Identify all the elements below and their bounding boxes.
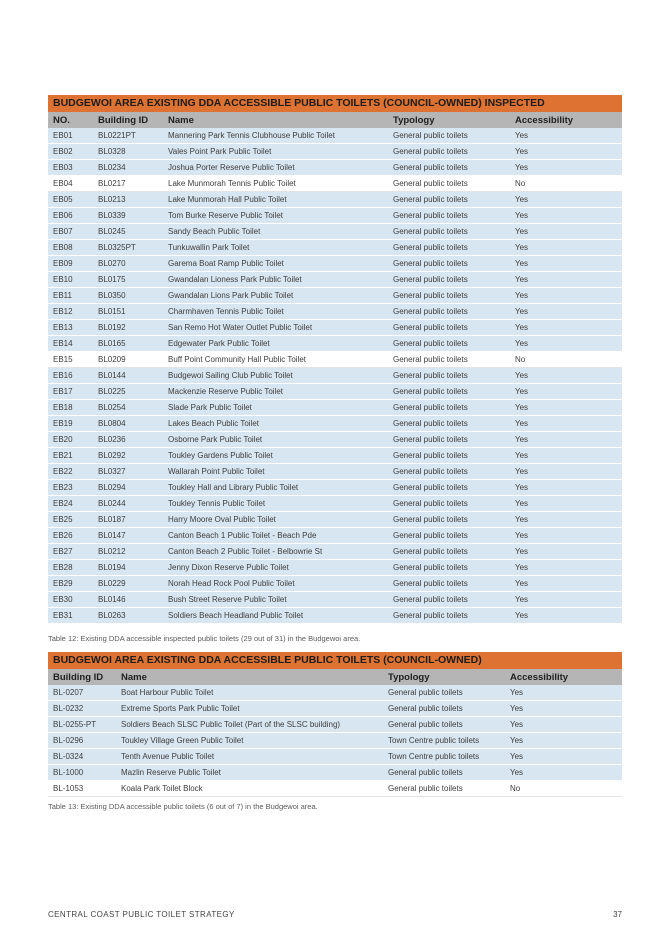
table-title: BUDGEWOI AREA EXISTING DDA ACCESSIBLE PUBLIC TOILETS (COUNCIL-OWNED) INSPECTED (48, 95, 622, 112)
cell-name: Canton Beach 1 Public Toilet - Beach Pde (163, 528, 388, 544)
cell-accessibility: Yes (510, 240, 622, 256)
cell-building-id: BL-1000 (48, 765, 116, 781)
cell-building-id: BL0144 (93, 368, 163, 384)
cell-typology: General public toilets (388, 416, 510, 432)
inspected-toilets-table (48, 112, 622, 624)
table-row (48, 528, 622, 544)
cell-typology: General public toilets (388, 160, 510, 176)
col-header-name: Name (163, 112, 388, 128)
cell-typology: General public toilets (388, 384, 510, 400)
col-header-building-id: Building ID (93, 112, 163, 128)
cell-building-id: BL0175 (93, 272, 163, 288)
cell-building-id: BL0213 (93, 192, 163, 208)
cell-accessibility: Yes (510, 288, 622, 304)
cell-accessibility: Yes (510, 208, 622, 224)
cell-accessibility: Yes (505, 701, 622, 717)
table-row (48, 160, 622, 176)
cell-accessibility: Yes (510, 528, 622, 544)
table-row (48, 272, 622, 288)
cell-typology: General public toilets (388, 304, 510, 320)
cell-accessibility: Yes (510, 432, 622, 448)
cell-no: EB26 (48, 528, 93, 544)
cell-typology: General public toilets (388, 544, 510, 560)
cell-typology: General public toilets (388, 320, 510, 336)
cell-accessibility: Yes (510, 144, 622, 160)
table-inspected-toilets (48, 95, 622, 624)
cell-no: EB09 (48, 256, 93, 272)
cell-building-id: BL0804 (93, 416, 163, 432)
cell-building-id: BL0294 (93, 480, 163, 496)
cell-typology: General public toilets (383, 685, 505, 701)
cell-building-id: BL-1053 (48, 781, 116, 797)
cell-building-id: BL0229 (93, 576, 163, 592)
cell-building-id: BL0244 (93, 496, 163, 512)
cell-name: Harry Moore Oval Public Toilet (163, 512, 388, 528)
cell-accessibility: Yes (510, 576, 622, 592)
cell-name: Joshua Porter Reserve Public Toilet (163, 160, 388, 176)
table-row (48, 336, 622, 352)
cell-typology: General public toilets (388, 240, 510, 256)
cell-typology: General public toilets (388, 432, 510, 448)
cell-no: EB31 (48, 608, 93, 624)
table-row (48, 717, 622, 733)
cell-no: EB10 (48, 272, 93, 288)
page-number: 37 (613, 910, 622, 919)
cell-building-id: BL0209 (93, 352, 163, 368)
cell-no: EB12 (48, 304, 93, 320)
cell-building-id: BL0234 (93, 160, 163, 176)
cell-name: Mannering Park Tennis Clubhouse Public Toilet (163, 128, 388, 144)
cell-no: EB19 (48, 416, 93, 432)
table-row (48, 256, 622, 272)
table-row (48, 368, 622, 384)
cell-typology: General public toilets (388, 400, 510, 416)
cell-accessibility: No (510, 352, 622, 368)
cell-building-id: BL0270 (93, 256, 163, 272)
cell-accessibility: No (510, 176, 622, 192)
cell-name: Osborne Park Public Toilet (163, 432, 388, 448)
cell-accessibility: Yes (510, 608, 622, 624)
cell-accessibility: Yes (510, 464, 622, 480)
cell-name: Mazlin Reserve Public Toilet (116, 765, 383, 781)
table-row (48, 400, 622, 416)
cell-no: EB01 (48, 128, 93, 144)
table-row (48, 749, 622, 765)
table-row (48, 320, 622, 336)
cell-name: Charmhaven Tennis Public Toilet (163, 304, 388, 320)
cell-building-id: BL0263 (93, 608, 163, 624)
table-title: BUDGEWOI AREA EXISTING DDA ACCESSIBLE PUBLIC TOILETS (COUNCIL-OWNED) (48, 652, 622, 669)
cell-accessibility: Yes (510, 272, 622, 288)
existing-toilets-table (48, 669, 622, 797)
cell-building-id: BL0254 (93, 400, 163, 416)
cell-typology: General public toilets (388, 288, 510, 304)
cell-no: EB18 (48, 400, 93, 416)
cell-name: Tenth Avenue Public Toilet (116, 749, 383, 765)
cell-name: Wallarah Point Public Toilet (163, 464, 388, 480)
cell-building-id: BL0146 (93, 592, 163, 608)
cell-accessibility: Yes (510, 224, 622, 240)
cell-building-id: BL0192 (93, 320, 163, 336)
table-row (48, 240, 622, 256)
cell-no: EB21 (48, 448, 93, 464)
table-row (48, 496, 622, 512)
cell-typology: General public toilets (388, 448, 510, 464)
cell-no: EB11 (48, 288, 93, 304)
cell-accessibility: Yes (505, 733, 622, 749)
cell-accessibility: Yes (510, 384, 622, 400)
table-row (48, 176, 622, 192)
cell-accessibility: Yes (505, 685, 622, 701)
table-row (48, 288, 622, 304)
cell-typology: General public toilets (383, 701, 505, 717)
cell-name: Lake Munmorah Tennis Public Toilet (163, 176, 388, 192)
cell-no: EB29 (48, 576, 93, 592)
cell-no: EB08 (48, 240, 93, 256)
cell-no: EB03 (48, 160, 93, 176)
cell-accessibility: Yes (510, 256, 622, 272)
cell-name: Canton Beach 2 Public Toilet - Belbowrie St (163, 544, 388, 560)
cell-accessibility: Yes (510, 480, 622, 496)
cell-building-id: BL0292 (93, 448, 163, 464)
table-row (48, 352, 622, 368)
cell-building-id: BL0225 (93, 384, 163, 400)
cell-typology: General public toilets (383, 781, 505, 797)
cell-typology: Town Centre public toilets (383, 749, 505, 765)
table-row (48, 480, 622, 496)
col-header-accessibility: Accessibility (510, 112, 622, 128)
table-13-caption: Table 13: Existing DDA accessible public toilets (6 out of 7) in the Budgewoi area. (48, 802, 318, 811)
cell-no: EB14 (48, 336, 93, 352)
cell-name: Slade Park Public Toilet (163, 400, 388, 416)
cell-building-id: BL0194 (93, 560, 163, 576)
cell-name: Soldiers Beach Headland Public Toilet (163, 608, 388, 624)
table-row (48, 592, 622, 608)
cell-name: Tunkuwallin Park Toilet (163, 240, 388, 256)
cell-accessibility: Yes (510, 496, 622, 512)
table-row (48, 512, 622, 528)
col-header-building-id: Building ID (48, 669, 116, 685)
cell-building-id: BL0221PT (93, 128, 163, 144)
cell-no: EB15 (48, 352, 93, 368)
cell-no: EB25 (48, 512, 93, 528)
cell-typology: General public toilets (388, 176, 510, 192)
cell-building-id: BL-0324 (48, 749, 116, 765)
table-row (48, 448, 622, 464)
col-header-no: NO. (48, 112, 93, 128)
cell-typology: General public toilets (388, 336, 510, 352)
cell-name: Koala Park Toilet Block (116, 781, 383, 797)
cell-no: EB24 (48, 496, 93, 512)
cell-building-id: BL0350 (93, 288, 163, 304)
cell-typology: General public toilets (388, 496, 510, 512)
table-row (48, 384, 622, 400)
cell-no: EB17 (48, 384, 93, 400)
table-row (48, 576, 622, 592)
table-existing-toilets (48, 652, 622, 797)
table-row (48, 544, 622, 560)
cell-accessibility: Yes (505, 717, 622, 733)
col-header-accessibility: Accessibility (505, 669, 622, 685)
cell-accessibility: Yes (510, 416, 622, 432)
cell-building-id: BL0328 (93, 144, 163, 160)
table-row (48, 144, 622, 160)
cell-accessibility: Yes (510, 192, 622, 208)
cell-typology: General public toilets (388, 576, 510, 592)
cell-typology: General public toilets (388, 512, 510, 528)
cell-building-id: BL-0255-PT (48, 717, 116, 733)
cell-building-id: BL-0207 (48, 685, 116, 701)
cell-no: EB30 (48, 592, 93, 608)
table-row (48, 733, 622, 749)
table-row (48, 128, 622, 144)
table-row (48, 685, 622, 701)
cell-no: EB28 (48, 560, 93, 576)
cell-accessibility: Yes (510, 368, 622, 384)
cell-typology: General public toilets (388, 272, 510, 288)
cell-accessibility: Yes (510, 336, 622, 352)
cell-typology: General public toilets (388, 592, 510, 608)
cell-building-id: BL0217 (93, 176, 163, 192)
cell-name: Toukley Tennis Public Toilet (163, 496, 388, 512)
cell-accessibility: Yes (510, 592, 622, 608)
cell-no: EB07 (48, 224, 93, 240)
cell-accessibility: Yes (505, 749, 622, 765)
col-header-typology: Typology (388, 112, 510, 128)
cell-name: Lakes Beach Public Toilet (163, 416, 388, 432)
col-header-typology: Typology (383, 669, 505, 685)
cell-name: Tom Burke Reserve Public Toilet (163, 208, 388, 224)
cell-accessibility: Yes (510, 304, 622, 320)
cell-no: EB06 (48, 208, 93, 224)
cell-accessibility: Yes (510, 544, 622, 560)
cell-building-id: BL-0232 (48, 701, 116, 717)
cell-typology: General public toilets (388, 464, 510, 480)
cell-name: San Remo Hot Water Outlet Public Toilet (163, 320, 388, 336)
cell-name: Norah Head Rock Pool Public Toilet (163, 576, 388, 592)
cell-accessibility: Yes (510, 448, 622, 464)
col-header-name: Name (116, 669, 383, 685)
cell-typology: General public toilets (388, 368, 510, 384)
cell-typology: General public toilets (388, 192, 510, 208)
table-header-row (48, 112, 622, 128)
cell-name: Extreme Sports Park Public Toilet (116, 701, 383, 717)
cell-name: Soldiers Beach SLSC Public Toilet (Part of the SLSC building) (116, 717, 383, 733)
cell-typology: General public toilets (388, 608, 510, 624)
cell-accessibility: Yes (510, 512, 622, 528)
cell-accessibility: Yes (510, 128, 622, 144)
table-row (48, 765, 622, 781)
document-footer-title: CENTRAL COAST PUBLIC TOILET STRATEGY (48, 910, 235, 919)
cell-typology: General public toilets (388, 208, 510, 224)
cell-name: Gwandalan Lions Park Public Toilet (163, 288, 388, 304)
cell-no: EB16 (48, 368, 93, 384)
table-row (48, 560, 622, 576)
cell-no: EB20 (48, 432, 93, 448)
cell-building-id: BL0236 (93, 432, 163, 448)
cell-building-id: BL0325PT (93, 240, 163, 256)
cell-name: Toukley Gardens Public Toilet (163, 448, 388, 464)
cell-typology: General public toilets (388, 480, 510, 496)
table-row (48, 304, 622, 320)
cell-building-id: BL0339 (93, 208, 163, 224)
cell-name: Toukley Hall and Library Public Toilet (163, 480, 388, 496)
cell-typology: General public toilets (388, 560, 510, 576)
cell-building-id: BL0327 (93, 464, 163, 480)
table-row (48, 224, 622, 240)
cell-name: Buff Point Community Hall Public Toilet (163, 352, 388, 368)
cell-name: Bush Street Reserve Public Toilet (163, 592, 388, 608)
cell-typology: General public toilets (388, 224, 510, 240)
cell-building-id: BL0147 (93, 528, 163, 544)
cell-typology: General public toilets (388, 144, 510, 160)
cell-accessibility: Yes (510, 160, 622, 176)
cell-no: EB23 (48, 480, 93, 496)
table-header-row (48, 669, 622, 685)
cell-name: Garema Boat Ramp Public Toilet (163, 256, 388, 272)
cell-no: EB27 (48, 544, 93, 560)
table-row (48, 464, 622, 480)
cell-name: Mackenzie Reserve Public Toilet (163, 384, 388, 400)
table-row (48, 608, 622, 624)
cell-name: Sandy Beach Public Toilet (163, 224, 388, 240)
cell-name: Budgewoi Sailing Club Public Toilet (163, 368, 388, 384)
cell-no: EB02 (48, 144, 93, 160)
cell-building-id: BL-0296 (48, 733, 116, 749)
cell-name: Edgewater Park Public Toilet (163, 336, 388, 352)
cell-no: EB13 (48, 320, 93, 336)
cell-accessibility: Yes (510, 320, 622, 336)
cell-building-id: BL0212 (93, 544, 163, 560)
table-row (48, 701, 622, 717)
cell-typology: General public toilets (388, 128, 510, 144)
cell-name: Toukley Village Green Public Toilet (116, 733, 383, 749)
table-row (48, 432, 622, 448)
cell-accessibility: No (505, 781, 622, 797)
table-row (48, 781, 622, 797)
cell-typology: General public toilets (383, 765, 505, 781)
cell-building-id: BL0245 (93, 224, 163, 240)
cell-no: EB04 (48, 176, 93, 192)
cell-typology: General public toilets (388, 256, 510, 272)
cell-name: Jenny Dixon Reserve Public Toilet (163, 560, 388, 576)
cell-building-id: BL0165 (93, 336, 163, 352)
table-row (48, 192, 622, 208)
cell-typology: Town Centre public toilets (383, 733, 505, 749)
cell-typology: General public toilets (388, 352, 510, 368)
cell-name: Gwandalan Lioness Park Public Toilet (163, 272, 388, 288)
cell-name: Lake Munmorah Hall Public Toilet (163, 192, 388, 208)
cell-accessibility: Yes (510, 400, 622, 416)
cell-typology: General public toilets (388, 528, 510, 544)
cell-building-id: BL0187 (93, 512, 163, 528)
table-row (48, 416, 622, 432)
table-row (48, 208, 622, 224)
cell-accessibility: Yes (505, 765, 622, 781)
cell-no: EB22 (48, 464, 93, 480)
cell-typology: General public toilets (383, 717, 505, 733)
cell-name: Boat Harbour Public Toilet (116, 685, 383, 701)
table-12-caption: Table 12: Existing DDA accessible inspected public toilets (29 out of 31) in the Budgewoi area. (48, 634, 361, 643)
cell-building-id: BL0151 (93, 304, 163, 320)
cell-name: Vales Point Park Public Toilet (163, 144, 388, 160)
cell-no: EB05 (48, 192, 93, 208)
cell-accessibility: Yes (510, 560, 622, 576)
